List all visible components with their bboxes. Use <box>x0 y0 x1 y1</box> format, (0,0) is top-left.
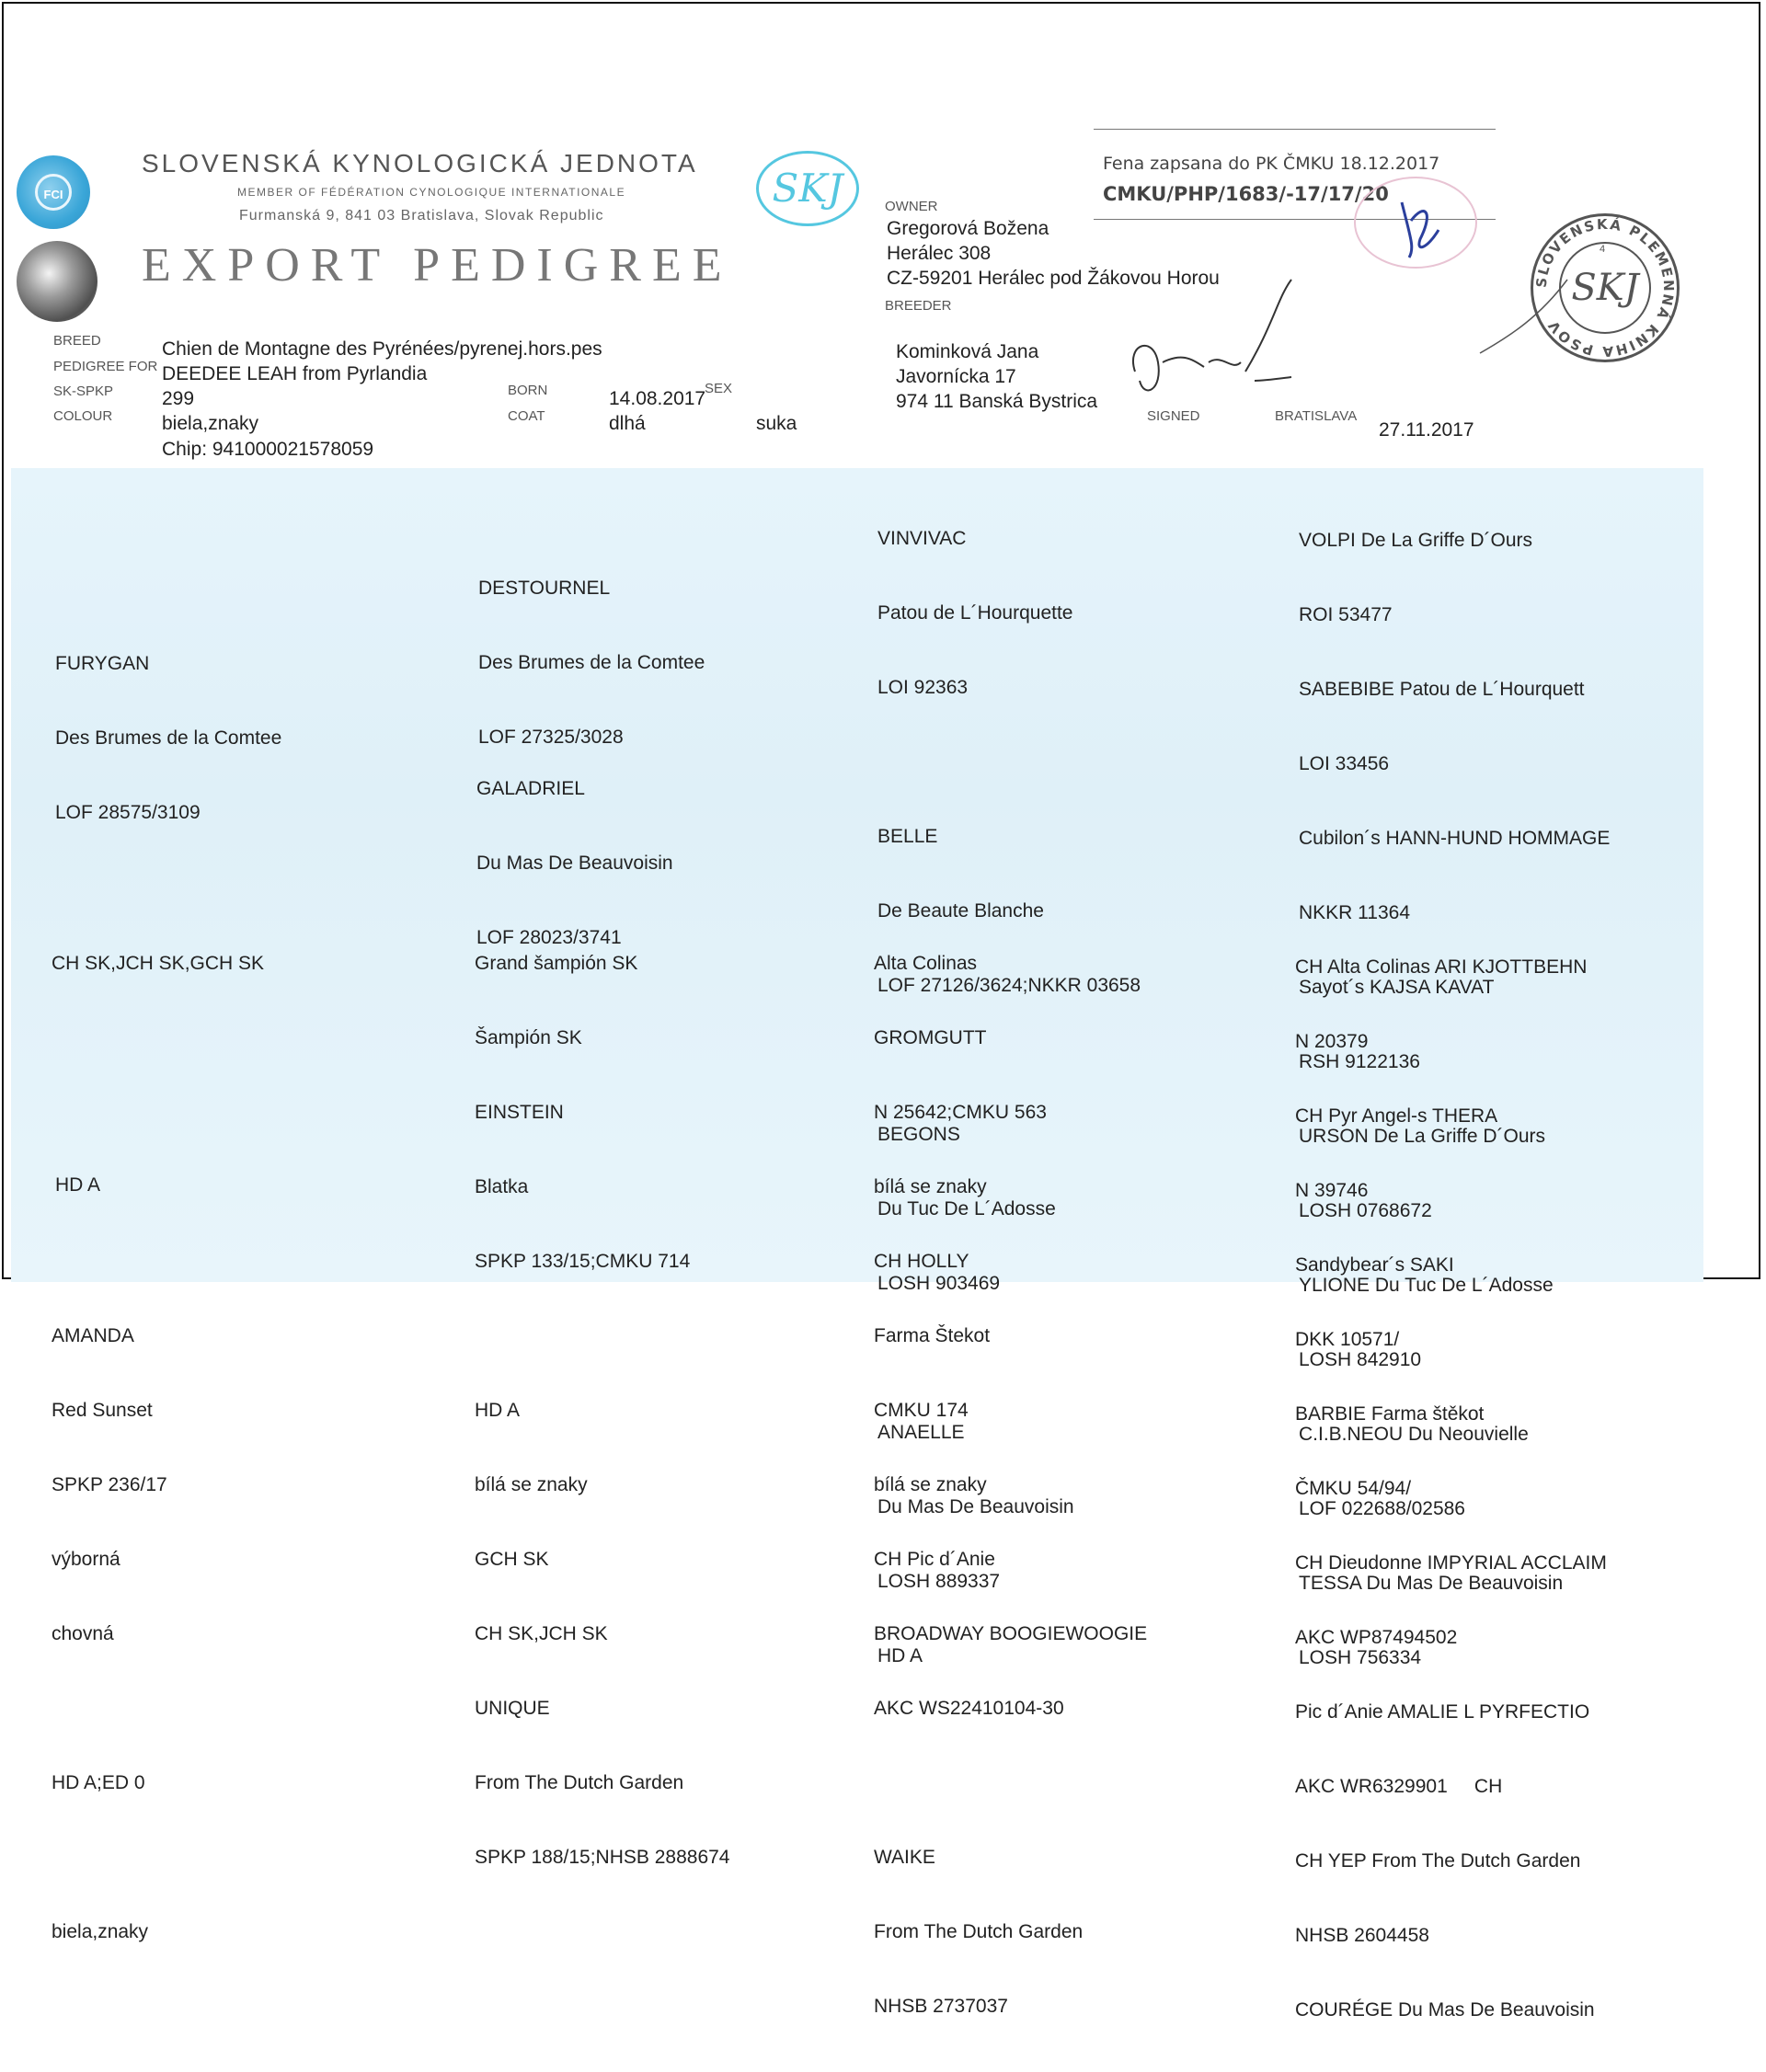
gen3-dam-line: CH HOLLY <box>874 1251 969 1272</box>
registration-number: CMKU/PHP/1683/-17/17/20 <box>1103 183 1389 205</box>
dam-line: chovná <box>52 1623 114 1644</box>
document-title: EXPORT PEDIGREE <box>142 239 733 292</box>
gen4-line: VOLPI De La Griffe D´Ours <box>1299 530 1533 551</box>
third-generation-dam-column <box>874 901 1147 2068</box>
breed-label: BREED <box>53 333 101 349</box>
sire-sire-line: LOF 27325/3028 <box>478 727 624 748</box>
owner-street: Herálec 308 <box>887 243 992 264</box>
organization-member: MEMBER OF FÉDÉRATION CYNOLOGIQUE INTERNATIONALE <box>237 186 626 199</box>
handwritten-signature <box>1117 270 1319 418</box>
sex-label: SEX <box>705 381 733 396</box>
chip-number: Chip: 941000021578059 <box>162 439 374 460</box>
initials-signature <box>1383 184 1457 267</box>
fourth-generation-dam-column <box>1295 905 1607 2072</box>
place-label: BRATISLAVA <box>1275 408 1358 424</box>
gen4-line: URSON De La Griffe D´Ours <box>1299 1126 1546 1147</box>
dam-sire-line: Šampión SK <box>475 1027 582 1048</box>
dam-line <box>52 1100 264 1125</box>
dam-line: biela,znaky <box>52 1921 149 1942</box>
owner-label: OWNER <box>885 199 938 214</box>
gen4-line: NKKR 11364 <box>1299 902 1411 923</box>
gen3-line: BELLE <box>877 826 938 847</box>
gen4-dam-line: AKC WP87494502 <box>1295 1627 1458 1648</box>
registration-rule-top <box>1094 129 1496 130</box>
pedigree-for-label: PEDIGREE FOR <box>53 359 158 374</box>
gen3-line: VINVIVAC <box>877 528 967 549</box>
sire-dam-line: GALADRIEL <box>476 778 585 799</box>
gen4-dam-line: N 20379 <box>1295 1031 1369 1052</box>
dam-line <box>52 1696 264 1721</box>
sire-line: Des Brumes de la Comtee <box>55 727 282 749</box>
registration-label: SK-SPKP <box>53 383 114 399</box>
sire-sire-line: DESTOURNEL <box>478 578 611 599</box>
gen3-dam-line: BROADWAY BOOGIEWOOGIE <box>874 1623 1148 1644</box>
dam-line: HD A;ED 0 <box>52 1772 145 1793</box>
gen3-dam-line: N 25642;CMKU 563 <box>874 1102 1047 1123</box>
born-value: 14.08.2017 <box>609 388 706 409</box>
gen3-line: Patou de L´Hourquette <box>877 602 1073 624</box>
stamp-number: 4 <box>1600 244 1606 255</box>
colour-value: biela,znaky <box>162 413 259 434</box>
gen3-line <box>877 750 1141 774</box>
sire-line: LOF 28575/3109 <box>55 802 201 823</box>
sire-sire-line: Des Brumes de la Comtee <box>478 652 705 673</box>
breeder-street: Javornícka 17 <box>896 366 1016 387</box>
gen4-dam-line: COURÉGE Du Mas De Beauvoisin <box>1295 1999 1595 2020</box>
gen4-line: Sayot´s KAJSA KAVAT <box>1299 977 1495 998</box>
dam-sire-line: CH SK,JCH SK <box>475 1623 608 1644</box>
gen4-line: C.I.B.NEOU Du Neouvielle <box>1299 1424 1529 1445</box>
sire-line <box>55 875 281 899</box>
breed-value: Chien de Montagne des Pyrénées/pyrenej.hors.pes <box>162 338 602 360</box>
gen3-line: ANAELLE <box>877 1422 965 1443</box>
gen4-dam-line: ČMKU 54/94/ <box>1295 1478 1412 1499</box>
gen3-line: LOF 27126/3624;NKKR 03658 <box>877 975 1141 996</box>
gen4-line: ROI 53477 <box>1299 604 1393 625</box>
dog-name: DEEDEE LEAH from Pyrlandia <box>162 363 428 384</box>
dam-line: CH SK,JCH SK,GCH SK <box>52 953 265 974</box>
gen4-dam-line: Pic d´Anie AMALIE L PYRFECTIO <box>1295 1701 1590 1723</box>
gen4-line: SABEBIBE Patou de L´Hourquett <box>1299 679 1585 700</box>
gen4-dam-line: DKK 10571/ <box>1295 1329 1400 1350</box>
dam-sire-line: SPKP 133/15;CMKU 714 <box>475 1251 691 1272</box>
skj-logo-text: SKJ <box>772 166 843 211</box>
gen3-dam-line: CH Pic d´Anie <box>874 1549 995 1570</box>
stamp-center-text: SKJ <box>1571 267 1639 309</box>
gen3-line: De Beaute Blanche <box>877 900 1044 922</box>
gen4-line: LOF 022688/02586 <box>1299 1498 1465 1519</box>
dam-sire-line: UNIQUE <box>475 1698 550 1719</box>
colour-label: COLOUR <box>53 408 113 424</box>
gen4-line: LOSH 0768672 <box>1299 1200 1432 1221</box>
coat-value: dlhá <box>609 413 646 434</box>
gen3-dam-line: From The Dutch Garden <box>874 1921 1084 1942</box>
dam-sire-line: Blatka <box>475 1176 529 1197</box>
gen3-dam-line: AKC WS22410104-30 <box>874 1698 1064 1719</box>
sire-line: HD A <box>55 1174 101 1196</box>
gen3-line: Du Tuc De L´Adosse <box>877 1198 1056 1219</box>
dam-sire-line: Grand šampión SK <box>475 953 638 974</box>
gen4-dam-line: AKC WR6329901 CH <box>1295 1776 1503 1797</box>
gen3-dam-line: Farma Štekot <box>874 1325 991 1346</box>
gen4-dam-line: NHSB 2604458 <box>1295 1925 1429 1946</box>
gen4-dam-line: CH Alta Colinas ARI KJOTTBEHN <box>1295 956 1588 978</box>
dam-column <box>52 901 264 1994</box>
gen4-line: LOSH 756334 <box>1299 1647 1422 1668</box>
gen4-line: LOI 33456 <box>1299 753 1390 774</box>
dam-sire-line: GCH SK <box>475 1549 549 1570</box>
coat-label: COAT <box>508 408 545 424</box>
dam-sire-column <box>475 901 729 1919</box>
gen4-line: TESSA Du Mas De Beauvoisin <box>1299 1573 1564 1594</box>
gen3-line: HD A <box>877 1645 923 1666</box>
dam-line: Red Sunset <box>52 1400 153 1421</box>
breeder-label: BREEDER <box>885 298 952 314</box>
gen4-line: LOSH 842910 <box>1299 1349 1422 1370</box>
dam-sire-line: HD A <box>475 1400 521 1421</box>
skj-logo <box>756 151 859 226</box>
born-label: BORN <box>508 383 548 398</box>
sire-dam-line: Du Mas De Beauvoisin <box>476 853 673 874</box>
fci-logo <box>17 155 90 229</box>
sire-dam-line: LOF 28023/3741 <box>476 927 622 948</box>
gen3-dam-line: NHSB 2737037 <box>874 1996 1008 2017</box>
dam-line: výborná <box>52 1549 120 1570</box>
dam-line: AMANDA <box>52 1325 134 1346</box>
gen4-line: Cubilon´s HANN-HUND HOMMAGE <box>1299 828 1611 849</box>
dam-line <box>52 1025 264 1050</box>
gen3-dam-line: CMKU 174 <box>874 1400 969 1421</box>
organization-name: SLOVENSKÁ KYNOLOGICKÁ JEDNOTA <box>142 149 698 177</box>
dam-line <box>52 1249 264 1274</box>
dam-sire-line <box>475 1323 729 1348</box>
registration-note: Fena zapsana do PK ČMKU 18.12.2017 <box>1103 154 1440 174</box>
pedigree-document <box>2 2 1760 2020</box>
breeder-name: Kominková Jana <box>896 341 1039 362</box>
breeder-city: 974 11 Banská Bystrica <box>896 391 1098 412</box>
sex-value: suka <box>756 413 797 434</box>
gen4-dam-line: BARBIE Farma štěkot <box>1295 1403 1485 1425</box>
dam-line <box>52 1174 264 1199</box>
registration-value: 299 <box>162 388 195 409</box>
gen3-dam-line <box>874 1770 1147 1795</box>
gen3-dam-line: Alta Colinas <box>874 953 978 974</box>
gen3-dam-line: WAIKE <box>874 1847 935 1868</box>
gen3-line: Du Mas De Beauvoisin <box>877 1496 1074 1517</box>
dam-sire-line: From The Dutch Garden <box>475 1772 684 1793</box>
signature-date: 27.11.2017 <box>1379 419 1474 441</box>
gen4-line: YLIONE Du Tuc De L´Adosse <box>1299 1275 1554 1296</box>
gen3-dam-line: bílá se znaky <box>874 1176 987 1197</box>
gen4-dam-line: N 39746 <box>1295 1180 1369 1201</box>
stamp-signature <box>1475 270 1577 362</box>
dam-line <box>52 1845 264 1870</box>
hologram-seal <box>17 241 97 322</box>
dam-sire-line: bílá se znaky <box>475 1474 588 1495</box>
gen3-line: LOI 92363 <box>877 677 969 698</box>
gen3-dam-line: bílá se znaky <box>874 1474 987 1495</box>
dam-sire-line: SPKP 188/15;NHSB 2888674 <box>475 1847 730 1868</box>
sire-line: FURYGAN <box>55 653 150 674</box>
gen4-dam-line: CH YEP From The Dutch Garden <box>1295 1850 1581 1872</box>
gen4-dam-line: CH Dieudonne IMPYRIAL ACCLAIM <box>1295 1552 1607 1574</box>
gen3-line: BEGONS <box>877 1124 960 1145</box>
gen3-line: LOSH 889337 <box>877 1571 1001 1592</box>
gen3-line: LOSH 903469 <box>877 1273 1001 1294</box>
gen4-dam-line: Sandybear´s SAKI <box>1295 1254 1454 1276</box>
dam-line: SPKP 236/17 <box>52 1474 167 1495</box>
gen3-dam-line: GROMGUTT <box>874 1027 987 1048</box>
owner-city: CZ-59201 Herálec pod Žákovou Horou <box>887 268 1220 289</box>
organization-address: Furmanská 9, 841 03 Bratislava, Slovak Republic <box>239 208 604 223</box>
stamp-text: SLOVENSKÁ PLEMENNÁ KNIHA PSOV <box>1533 216 1677 360</box>
signed-label: SIGNED <box>1147 408 1200 424</box>
fci-logo-text: FCI <box>35 174 72 211</box>
dam-sire-line: EINSTEIN <box>475 1102 564 1123</box>
gen4-dam-line: CH Pyr Angel-s THERA <box>1295 1105 1498 1127</box>
gen4-line: RSH 9122136 <box>1299 1051 1420 1072</box>
owner-name: Gregorová Božena <box>887 218 1049 239</box>
